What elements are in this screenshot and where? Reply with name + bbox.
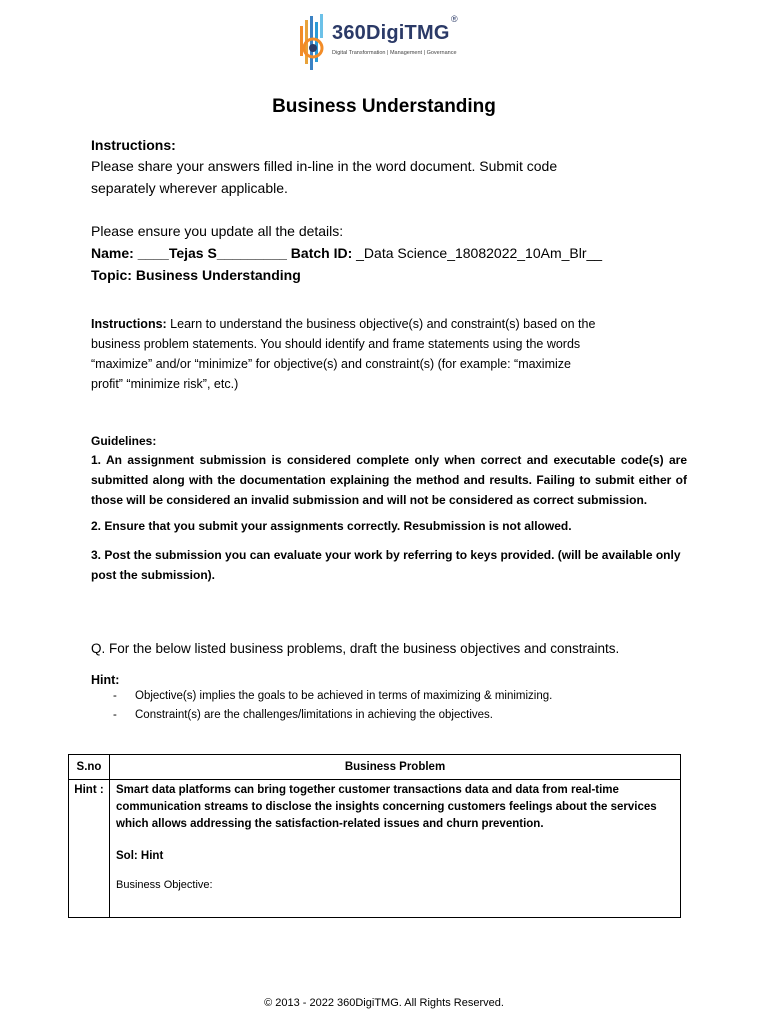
batch-label: Batch ID: [290,245,353,261]
details-line [91,242,602,264]
instructions-2-label: Instructions: [91,317,167,331]
logo-mark-icon [296,12,330,72]
row-sno: Hint : [69,780,110,918]
guidelines-label: Guidelines: [91,434,157,448]
hint-bullet: - Objective(s) implies the goals to be achieved in terms of maximizing & minimizing. [113,690,553,702]
guideline-2: 2. Ensure that you submit your assignments correctly. Resubmission is not allowed. [91,519,572,533]
hint-bullet: - Constraint(s) are the challenges/limitations in achieving the objectives. [113,709,493,721]
guideline-1: 1. An assignment submission is considered complete only when correct and executable code(s) are submitted along with the documentation explaining the method and results. Failing to submit either of those will be considered an invalid submission and will not be considered as correct submission. [91,453,687,507]
problem-statement: Smart data platforms can bring together customer transactions data and data from real-time communication streams to disclose the insights concerning customers feelings about the services which allows addressing the satisfaction-related issues and churn prevention. [116,784,657,830]
name-label: Name: [91,245,134,261]
business-problem-table [68,754,681,918]
company-logo [296,12,472,74]
update-note: Please ensure you update all the details: [91,223,344,239]
business-objective-label: Business Objective: [116,879,213,891]
row-problem [110,780,681,918]
footer-copyright: © 2013 - 2022 360DigiTMG. All Rights Reserved. [264,997,504,1009]
instructions-line-1: Please share your answers filled in-line in the word document. Submit code [91,158,558,174]
page-title: Business Understanding [272,96,496,117]
instructions-2-line: “maximize” and/or “minimize” for objective(s) and constraint(s) (for example: “maximize [91,357,571,371]
column-header-sno: S.no [69,755,110,780]
instructions-2-line: Learn to understand the business objective(s) and constraint(s) based on the [166,317,596,331]
question-text: Q. For the below listed business problems, draft the business objectives and constraints. [91,641,620,656]
topic-line: Topic: Business Understanding [91,267,301,283]
guideline-3: 3. Post the submission you can evaluate your work by referring to keys provided. (will be available only post the submission). [91,548,681,582]
brand-tagline: Digital Transformation | Management | Governance [332,50,457,56]
instructions-label: Instructions: [91,137,176,153]
batch-value: _Data Science_18082022_10Am_Blr__ [356,245,603,261]
solution-label: Sol: Hint [116,850,164,862]
instructions-2-line: profit” “minimize risk”, etc.) [91,377,239,391]
instructions-2 [91,314,595,394]
hint-label: Hint: [91,673,120,687]
brand-name: 360DigiTMG ® [332,14,458,44]
table-row [69,780,681,918]
instructions-line-2: separately wherever applicable. [91,180,288,196]
instructions-2-line: business problem statements. You should identify and frame statements using the words [91,337,581,351]
column-header-business-problem: Business Problem [110,755,681,780]
name-value: ____Tejas S_________ [137,245,287,261]
